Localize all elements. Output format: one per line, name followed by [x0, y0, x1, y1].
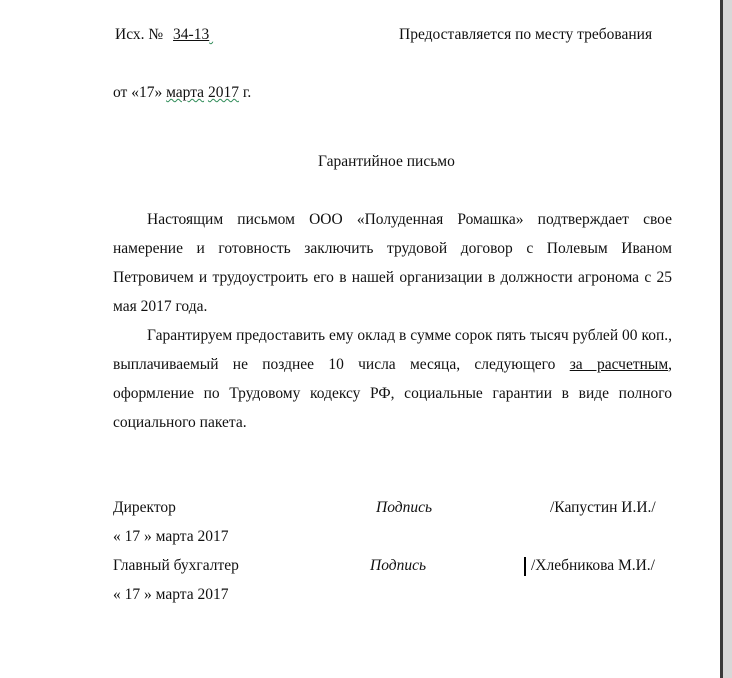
date-suffix: г.	[242, 84, 252, 101]
director-role: Директор	[113, 499, 176, 516]
body-paragraph-1: Настоящим письмом ООО «Полуденная Ромашка» подтверждает свое намерение и готовность заключить трудовой договор с Полевым Иваном Петровичем и трудоустроить его в нашей организации в должности агронома с 25 мая 2017 года.	[113, 211, 672, 315]
ref-prefix: Исх. №	[115, 26, 164, 43]
accountant-role: Главный бухгалтер	[113, 557, 239, 574]
ref-blank-field	[209, 25, 391, 45]
document-title: Гарантийное письмо	[318, 153, 455, 170]
director-name: /Капустин И.И./	[550, 499, 656, 516]
date-prefix: от «17»	[113, 84, 163, 101]
para2-part-a: Гарантируем предоставить ему оклад в сумме сорок пять тысяч рублей 00 коп., выплачиваемый не позднее 10 числа месяца, следующего	[113, 327, 672, 373]
accountant-name: /Хлебникова М.И./	[531, 557, 655, 574]
director-date: « 17 » марта 2017	[113, 528, 229, 545]
reference-line	[115, 25, 391, 45]
para2-part-b: за расчетным	[569, 356, 669, 373]
accountant-date: « 17 » марта 2017	[113, 586, 229, 603]
date-year: 2017	[207, 84, 239, 101]
accountant-signature: Подпись	[370, 557, 427, 574]
page-shadow	[723, 0, 732, 678]
para2-part-c: , оформление по Трудовому кодексу РФ, социальные гарантии в виде полного социального пакета.	[113, 356, 673, 431]
ref-number: 34-13	[173, 26, 210, 43]
text-cursor	[524, 557, 526, 576]
body-paragraph-2	[113, 321, 672, 437]
destination-text: Предоставляется по месту требования	[399, 26, 653, 43]
date-line	[113, 83, 251, 103]
date-month: марта	[166, 84, 205, 101]
director-signature: Подпись	[376, 499, 433, 516]
